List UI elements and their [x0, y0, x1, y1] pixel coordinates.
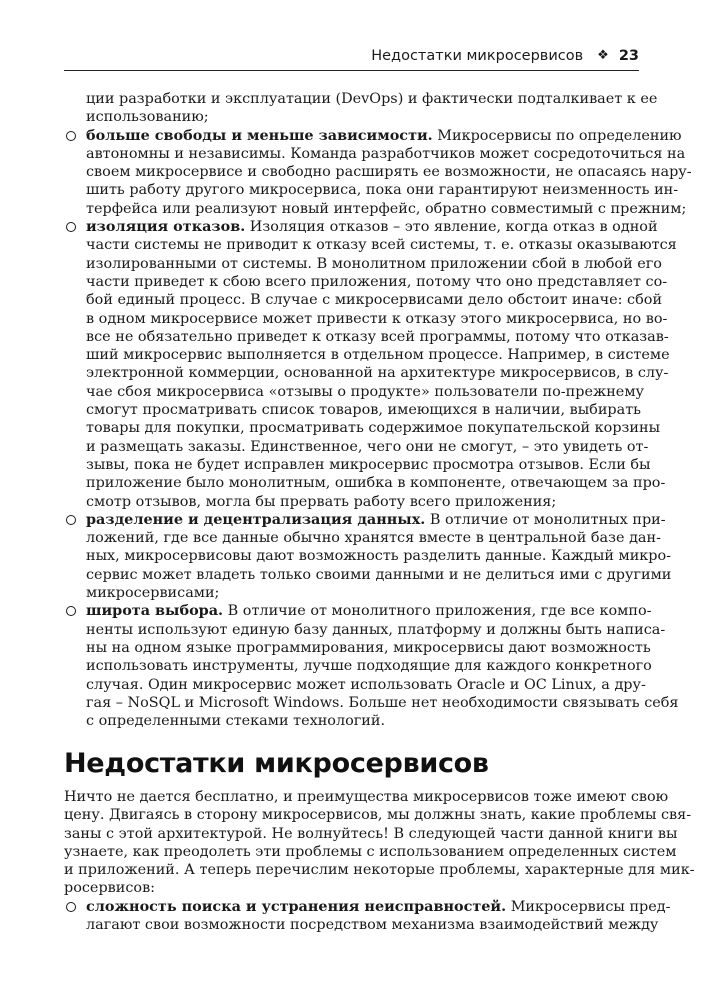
text-line: электронной коммерции, основанной на архитектуре микросервисов, в слу-	[86, 365, 669, 382]
text-line: зывы, пока не будет исправлен микросервис просмотра отзывов. Если бы	[86, 456, 651, 473]
text-line: заны с этой архитектурой. Не волнуйтесь! В следующей части данной книги вы	[64, 825, 678, 842]
section-heading: Недостатки микросервисов	[64, 748, 489, 779]
page-number: 23	[618, 48, 639, 64]
text-line: и размещать заказы. Единственное, чего они не смогут, – это увидеть от-	[86, 438, 649, 455]
text-line: приложение было монолитным, ошибка в компоненте, отвечающем за про-	[86, 475, 666, 492]
text-line: лагают свои возможности посредством механизма взаимодействий между	[86, 917, 659, 934]
bullet-icon	[66, 515, 76, 525]
ornament-icon: ❖	[597, 48, 609, 63]
text-line: ны на одном языке программирования, микросервисы дают возможность	[86, 639, 651, 656]
list-item-choice	[64, 602, 652, 620]
text-line: использовать инструменты, лучше подходящие для каждого конкретного	[86, 658, 652, 675]
running-head-title: Недостатки микросервисов	[371, 48, 584, 64]
text-line: микросервисами;	[86, 585, 220, 602]
text-line: узнаете, как преодолеть эти проблемы с использованием определенных систем	[64, 843, 677, 860]
bullet-icon	[66, 902, 76, 912]
text-line: в одном микросервисе может привести к отказу этого микросервиса, но во-	[86, 310, 668, 327]
text-line: терфейса или реализуют новый интерфейс, обратно совместимый с прежним;	[86, 200, 687, 217]
text-line: с определенными стеками технологий.	[86, 713, 386, 730]
list-item-freedom	[64, 126, 682, 145]
text-line: случая. Один микросервис может использовать Oracle и ОС Linux, а дру-	[86, 676, 646, 693]
text-line: росервисов:	[64, 880, 156, 897]
list-item-term: сложность поиска и устранения неисправностей.	[86, 897, 507, 915]
text-line: своем микросервисе и свободно расширять ее возможности, не опасаясь нару-	[86, 164, 692, 181]
body-text-upper	[64, 90, 692, 730]
text-span: В отличие от монолитных при-	[425, 511, 666, 528]
bullet-icon	[66, 131, 76, 141]
text-line: изолированными от системы. В монолитном приложении сбой в любой его	[86, 255, 662, 272]
text-line: шить работу другого микросервиса, пока они гарантируют неизменность ин-	[86, 182, 679, 199]
list-item-term: изоляция отказов.	[86, 218, 246, 236]
text-span: Микросервисы по определению	[432, 127, 682, 144]
list-item-term: широта выбора.	[86, 602, 224, 620]
list-item-term: разделение и децентрализация данных.	[86, 510, 426, 528]
running-head	[64, 48, 639, 71]
text-line: части системы не приводит к отказу всей системы, т. е. отказы оказываются	[86, 237, 677, 254]
text-line: чае сбоя микросервиса «отзывы о продукте» пользователи по-прежнему	[86, 383, 644, 400]
text-line: смогут просматривать список товаров, имеющихся в наличии, выбирать	[86, 402, 641, 419]
text-line: бой единый процесс. В случае с микросервисами дело обстоит иначе: сбой	[86, 292, 663, 309]
text-span: Микросервисы пред-	[506, 898, 671, 915]
text-span: В отличие от монолитного приложения, где все компо-	[223, 603, 652, 620]
bullet-icon	[66, 222, 76, 232]
text-line: Ничто не дается бесплатно, и преимущества микросервисов тоже имеют свою	[64, 789, 669, 805]
list-item-debugging	[64, 897, 671, 916]
text-line: ных, микросервисовы дают возможность разделить данные. Каждый микро-	[86, 548, 672, 565]
text-line: автономны и независимы. Команда разработчиков может сосредоточиться на	[86, 145, 686, 162]
list-item-isolation	[64, 218, 658, 236]
list-item-data	[64, 510, 666, 529]
text-line: использованию;	[86, 109, 209, 126]
list-item-term: больше свободы и меньше зависимости.	[86, 126, 433, 144]
text-line: все не обязательно приведет к отказу всей программы, потому что отказав-	[86, 328, 669, 345]
text-line: товары для покупки, просматривать содержимое покупательской корзины	[86, 420, 661, 437]
text-line: и приложений. А теперь перечислим некоторые проблемы, характерные для мик-	[64, 862, 695, 879]
text-line: ший микросервис выполняется в отдельном процессе. Например, в системе	[86, 347, 670, 364]
text-line: цену. Двигаясь в сторону микросервисов, мы должны знать, какие проблемы свя-	[64, 807, 692, 824]
body-text-lower	[64, 788, 695, 934]
text-line: ции разработки и эксплуатации (DevOps) и фактически подталкивает к ее	[86, 91, 658, 107]
text-line: гая – NoSQL и Microsoft Windows. Больше нет необходимости связывать себя	[86, 694, 679, 711]
bullet-icon	[66, 606, 76, 616]
text-line: ненты используют единую базу данных, платформу и должны быть написа-	[86, 621, 666, 638]
text-line: сервис может владеть только своими данными и не делиться ими с другими	[86, 566, 672, 583]
text-span: Изоляция отказов – это явление, когда отказ в одной	[245, 219, 658, 236]
text-line: смотр отзывов, могла бы прервать работу всего приложения;	[86, 493, 557, 510]
text-line: части приведет к сбою всего приложения, потому что оно представляет со-	[86, 273, 668, 290]
text-line: ложений, где все данные обычно хранятся вместе в центральной базе дан-	[86, 530, 661, 547]
